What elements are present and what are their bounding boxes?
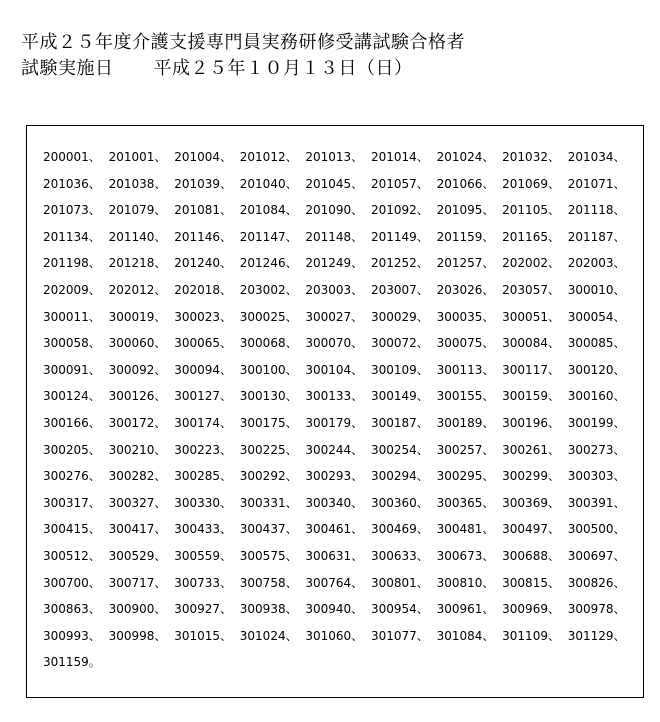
passer-number: 300969、 <box>502 602 560 617</box>
passer-number: 300130、 <box>239 389 298 404</box>
passer-number: 201014、 <box>370 150 429 164</box>
passer-number: 300225、 <box>239 442 298 457</box>
passer-number: 301159。 <box>43 655 101 670</box>
passer-number: 300927、 <box>174 602 232 617</box>
passer-number: 300100、 <box>239 362 298 377</box>
passer-number: 300104、 <box>305 362 364 377</box>
passer-number: 300166、 <box>43 415 101 430</box>
passer-number: 300035、 <box>436 309 495 324</box>
passer-number: 201118、 <box>567 203 626 218</box>
passer-number: 201040、 <box>239 176 298 191</box>
passer-number: 300631、 <box>305 548 364 563</box>
passer-number: 301084、 <box>436 628 495 643</box>
passer-number: 300575、 <box>239 548 298 563</box>
passer-number: 203007、 <box>370 282 429 297</box>
passer-number: 300175、 <box>239 415 298 430</box>
passer-number: 300023、 <box>174 309 232 324</box>
passer-number: 300027、 <box>305 309 364 324</box>
passer-number: 201045、 <box>305 176 364 191</box>
passer-number: 300124、 <box>43 389 101 404</box>
passer-number: 201039、 <box>174 176 232 191</box>
passer-number: 201012、 <box>239 150 298 164</box>
passer-number: 300174、 <box>174 415 232 430</box>
passer-number: 300133、 <box>305 389 364 404</box>
passer-number: 201159、 <box>436 229 495 244</box>
passer-number: 300094、 <box>174 362 232 377</box>
passer-number: 300327、 <box>108 495 167 510</box>
passer-number: 201095、 <box>436 203 495 218</box>
passer-number: 300303、 <box>567 469 626 484</box>
passer-number: 201187、 <box>567 229 626 244</box>
passer-number: 300961、 <box>436 602 495 617</box>
passer-number: 201149、 <box>370 229 429 244</box>
passer-number: 301077、 <box>370 628 429 643</box>
passer-number: 300764、 <box>305 575 364 590</box>
passer-number: 300244、 <box>305 442 364 457</box>
passer-number: 300863、 <box>43 602 101 617</box>
passer-number: 300084、 <box>502 336 560 351</box>
passer-number: 300172、 <box>108 415 167 430</box>
passer-number: 202018、 <box>174 282 232 297</box>
passer-number: 203057、 <box>502 282 560 297</box>
passer-number: 201249、 <box>305 256 364 271</box>
passer-number: 201134、 <box>43 229 101 244</box>
passer-number: 300075、 <box>436 336 495 351</box>
passer-number: 201246、 <box>239 256 298 271</box>
passer-number: 203003、 <box>305 282 364 297</box>
passer-number: 300826、 <box>567 575 626 590</box>
passer-number: 300019、 <box>108 309 167 324</box>
passer-number: 300060、 <box>108 336 167 351</box>
passer-number: 300700、 <box>43 575 101 590</box>
passer-number: 201084、 <box>239 203 298 218</box>
passer-number: 300276、 <box>43 469 101 484</box>
passer-number: 300054、 <box>567 309 626 324</box>
passer-number: 300091、 <box>43 362 101 377</box>
passer-number: 300285、 <box>174 469 232 484</box>
passer-number: 301024、 <box>239 628 298 643</box>
passer-number: 300126、 <box>108 389 167 404</box>
passer-number: 201092、 <box>370 203 429 218</box>
passer-number: 300092、 <box>108 362 167 377</box>
passer-number: 202003、 <box>567 256 626 271</box>
passer-number: 202012、 <box>108 282 167 297</box>
passer-number: 300365、 <box>436 495 495 510</box>
passer-number: 201081、 <box>174 203 232 218</box>
passer-number: 300559、 <box>174 548 232 563</box>
passer-number: 201090、 <box>305 203 364 218</box>
passer-number: 300179、 <box>305 415 364 430</box>
passer-number: 301129、 <box>567 628 626 643</box>
passer-number: 201165、 <box>502 229 560 244</box>
passer-number: 300117、 <box>502 362 560 377</box>
passer-number-list <box>43 144 643 676</box>
passer-number: 301060、 <box>305 628 364 643</box>
exam-date-label: 試験実施日 <box>21 58 114 79</box>
passer-number: 300205、 <box>43 442 101 457</box>
passer-number: 201071、 <box>567 176 626 191</box>
passer-number: 201140、 <box>108 229 167 244</box>
passer-number: 201004、 <box>174 150 232 164</box>
passer-number: 300293、 <box>305 469 364 484</box>
passer-number: 300065、 <box>174 336 232 351</box>
passer-number: 300257、 <box>436 442 495 457</box>
passer-number: 300500、 <box>567 522 626 537</box>
passer-number: 300261、 <box>502 442 560 457</box>
passer-number: 203002、 <box>239 282 298 297</box>
passer-number: 300113、 <box>436 362 495 377</box>
passer-number: 300068、 <box>239 336 298 351</box>
passer-number: 201105、 <box>502 203 560 218</box>
passer-number: 300978、 <box>567 602 626 617</box>
passer-number: 300497、 <box>502 522 560 537</box>
passer-number: 300437、 <box>239 522 298 537</box>
passer-number: 300210、 <box>108 442 167 457</box>
passer-number: 300011、 <box>43 309 101 324</box>
passer-number: 300010、 <box>567 282 626 297</box>
passer-number: 300155、 <box>436 389 495 404</box>
passer-number: 300085、 <box>567 336 626 351</box>
passer-number: 300810、 <box>436 575 495 590</box>
passer-number: 201218、 <box>108 256 167 271</box>
passer-number: 300292、 <box>239 469 298 484</box>
exam-date-value: 平成２５年１０月１３日（日） <box>153 58 413 79</box>
document-header <box>21 30 641 82</box>
passer-number: 300159、 <box>502 389 560 404</box>
passer-number: 300938、 <box>239 602 298 617</box>
passer-number: 300025、 <box>239 309 298 324</box>
passer-number: 300801、 <box>370 575 429 590</box>
passer-number: 300433、 <box>174 522 232 537</box>
passer-number: 201252、 <box>370 256 429 271</box>
passer-number: 300187、 <box>370 415 429 430</box>
passer-number: 300461、 <box>305 522 364 537</box>
passer-number: 300481、 <box>436 522 495 537</box>
document-title: 平成２５年度介護支援専門員実務研修受講試験合格者 <box>21 32 465 53</box>
passer-number: 203026、 <box>436 282 495 297</box>
passer-number: 300149、 <box>370 389 429 404</box>
passer-number: 300733、 <box>174 575 232 590</box>
passer-number: 300058、 <box>43 336 101 351</box>
passer-number: 300072、 <box>370 336 429 351</box>
passer-number: 201069、 <box>502 176 560 191</box>
passer-number: 300900、 <box>108 602 167 617</box>
passer-number: 201024、 <box>436 150 495 164</box>
passer-number: 300295、 <box>436 469 495 484</box>
passer-number: 300223、 <box>174 442 232 457</box>
passer-number: 300815、 <box>502 575 560 590</box>
passer-number: 301109、 <box>502 628 560 643</box>
passer-number: 300196、 <box>502 415 560 430</box>
passer-number: 201066、 <box>436 176 495 191</box>
passer-number: 201079、 <box>108 203 167 218</box>
passer-number: 200001、 <box>43 150 101 164</box>
passer-number: 300273、 <box>567 442 626 457</box>
passer-number: 300317、 <box>43 495 101 510</box>
passer-number: 201146、 <box>174 229 232 244</box>
passer-number: 300717、 <box>108 575 167 590</box>
passer-number: 201032、 <box>502 150 560 164</box>
passer-number: 300469、 <box>370 522 429 537</box>
passer-number: 300051、 <box>502 309 560 324</box>
passer-number: 300417、 <box>108 522 167 537</box>
passer-number: 300340、 <box>305 495 364 510</box>
passer-number: 300109、 <box>370 362 429 377</box>
passer-number: 201034、 <box>567 150 626 164</box>
passer-number: 300127、 <box>174 389 232 404</box>
passer-number: 300688、 <box>502 548 560 563</box>
passer-number: 300331、 <box>239 495 298 510</box>
passer-number: 300998、 <box>108 628 167 643</box>
passer-number: 300330、 <box>174 495 232 510</box>
passer-number: 300633、 <box>370 548 429 563</box>
passer-number: 300529、 <box>108 548 167 563</box>
passer-number: 300940、 <box>305 602 364 617</box>
passer-number: 300369、 <box>502 495 560 510</box>
passer-number: 300199、 <box>567 415 626 430</box>
passer-number: 300360、 <box>370 495 429 510</box>
passer-number: 300512、 <box>43 548 101 563</box>
passer-number: 300160、 <box>567 389 626 404</box>
passer-number: 201073、 <box>43 203 101 218</box>
passer-number: 300189、 <box>436 415 495 430</box>
passer-number: 300758、 <box>239 575 298 590</box>
passer-number: 300993、 <box>43 628 101 643</box>
passer-number: 201257、 <box>436 256 495 271</box>
passer-number-box <box>26 125 644 698</box>
passer-number: 202002、 <box>502 256 560 271</box>
passer-number: 300391、 <box>567 495 626 510</box>
exam-date-line <box>21 56 641 82</box>
passer-number: 300299、 <box>502 469 560 484</box>
passer-number: 300294、 <box>370 469 429 484</box>
passer-number: 300673、 <box>436 548 495 563</box>
passer-number: 300697、 <box>567 548 626 563</box>
passer-number: 300415、 <box>43 522 101 537</box>
passer-number: 300954、 <box>370 602 429 617</box>
passer-number: 300029、 <box>370 309 429 324</box>
passer-number: 301015、 <box>174 628 232 643</box>
passer-number: 201001、 <box>108 150 167 164</box>
passer-number: 201148、 <box>305 229 364 244</box>
passer-number: 201036、 <box>43 176 101 191</box>
passer-number: 300282、 <box>108 469 167 484</box>
passer-number: 202009、 <box>43 282 101 297</box>
passer-number: 201240、 <box>174 256 232 271</box>
passer-number: 201038、 <box>108 176 167 191</box>
passer-number: 201013、 <box>305 150 364 164</box>
passer-number: 201057、 <box>370 176 429 191</box>
passer-number: 300254、 <box>370 442 429 457</box>
passer-number: 201198、 <box>43 256 101 271</box>
passer-number: 300120、 <box>567 362 626 377</box>
passer-number: 300070、 <box>305 336 364 351</box>
passer-number: 201147、 <box>239 229 298 244</box>
